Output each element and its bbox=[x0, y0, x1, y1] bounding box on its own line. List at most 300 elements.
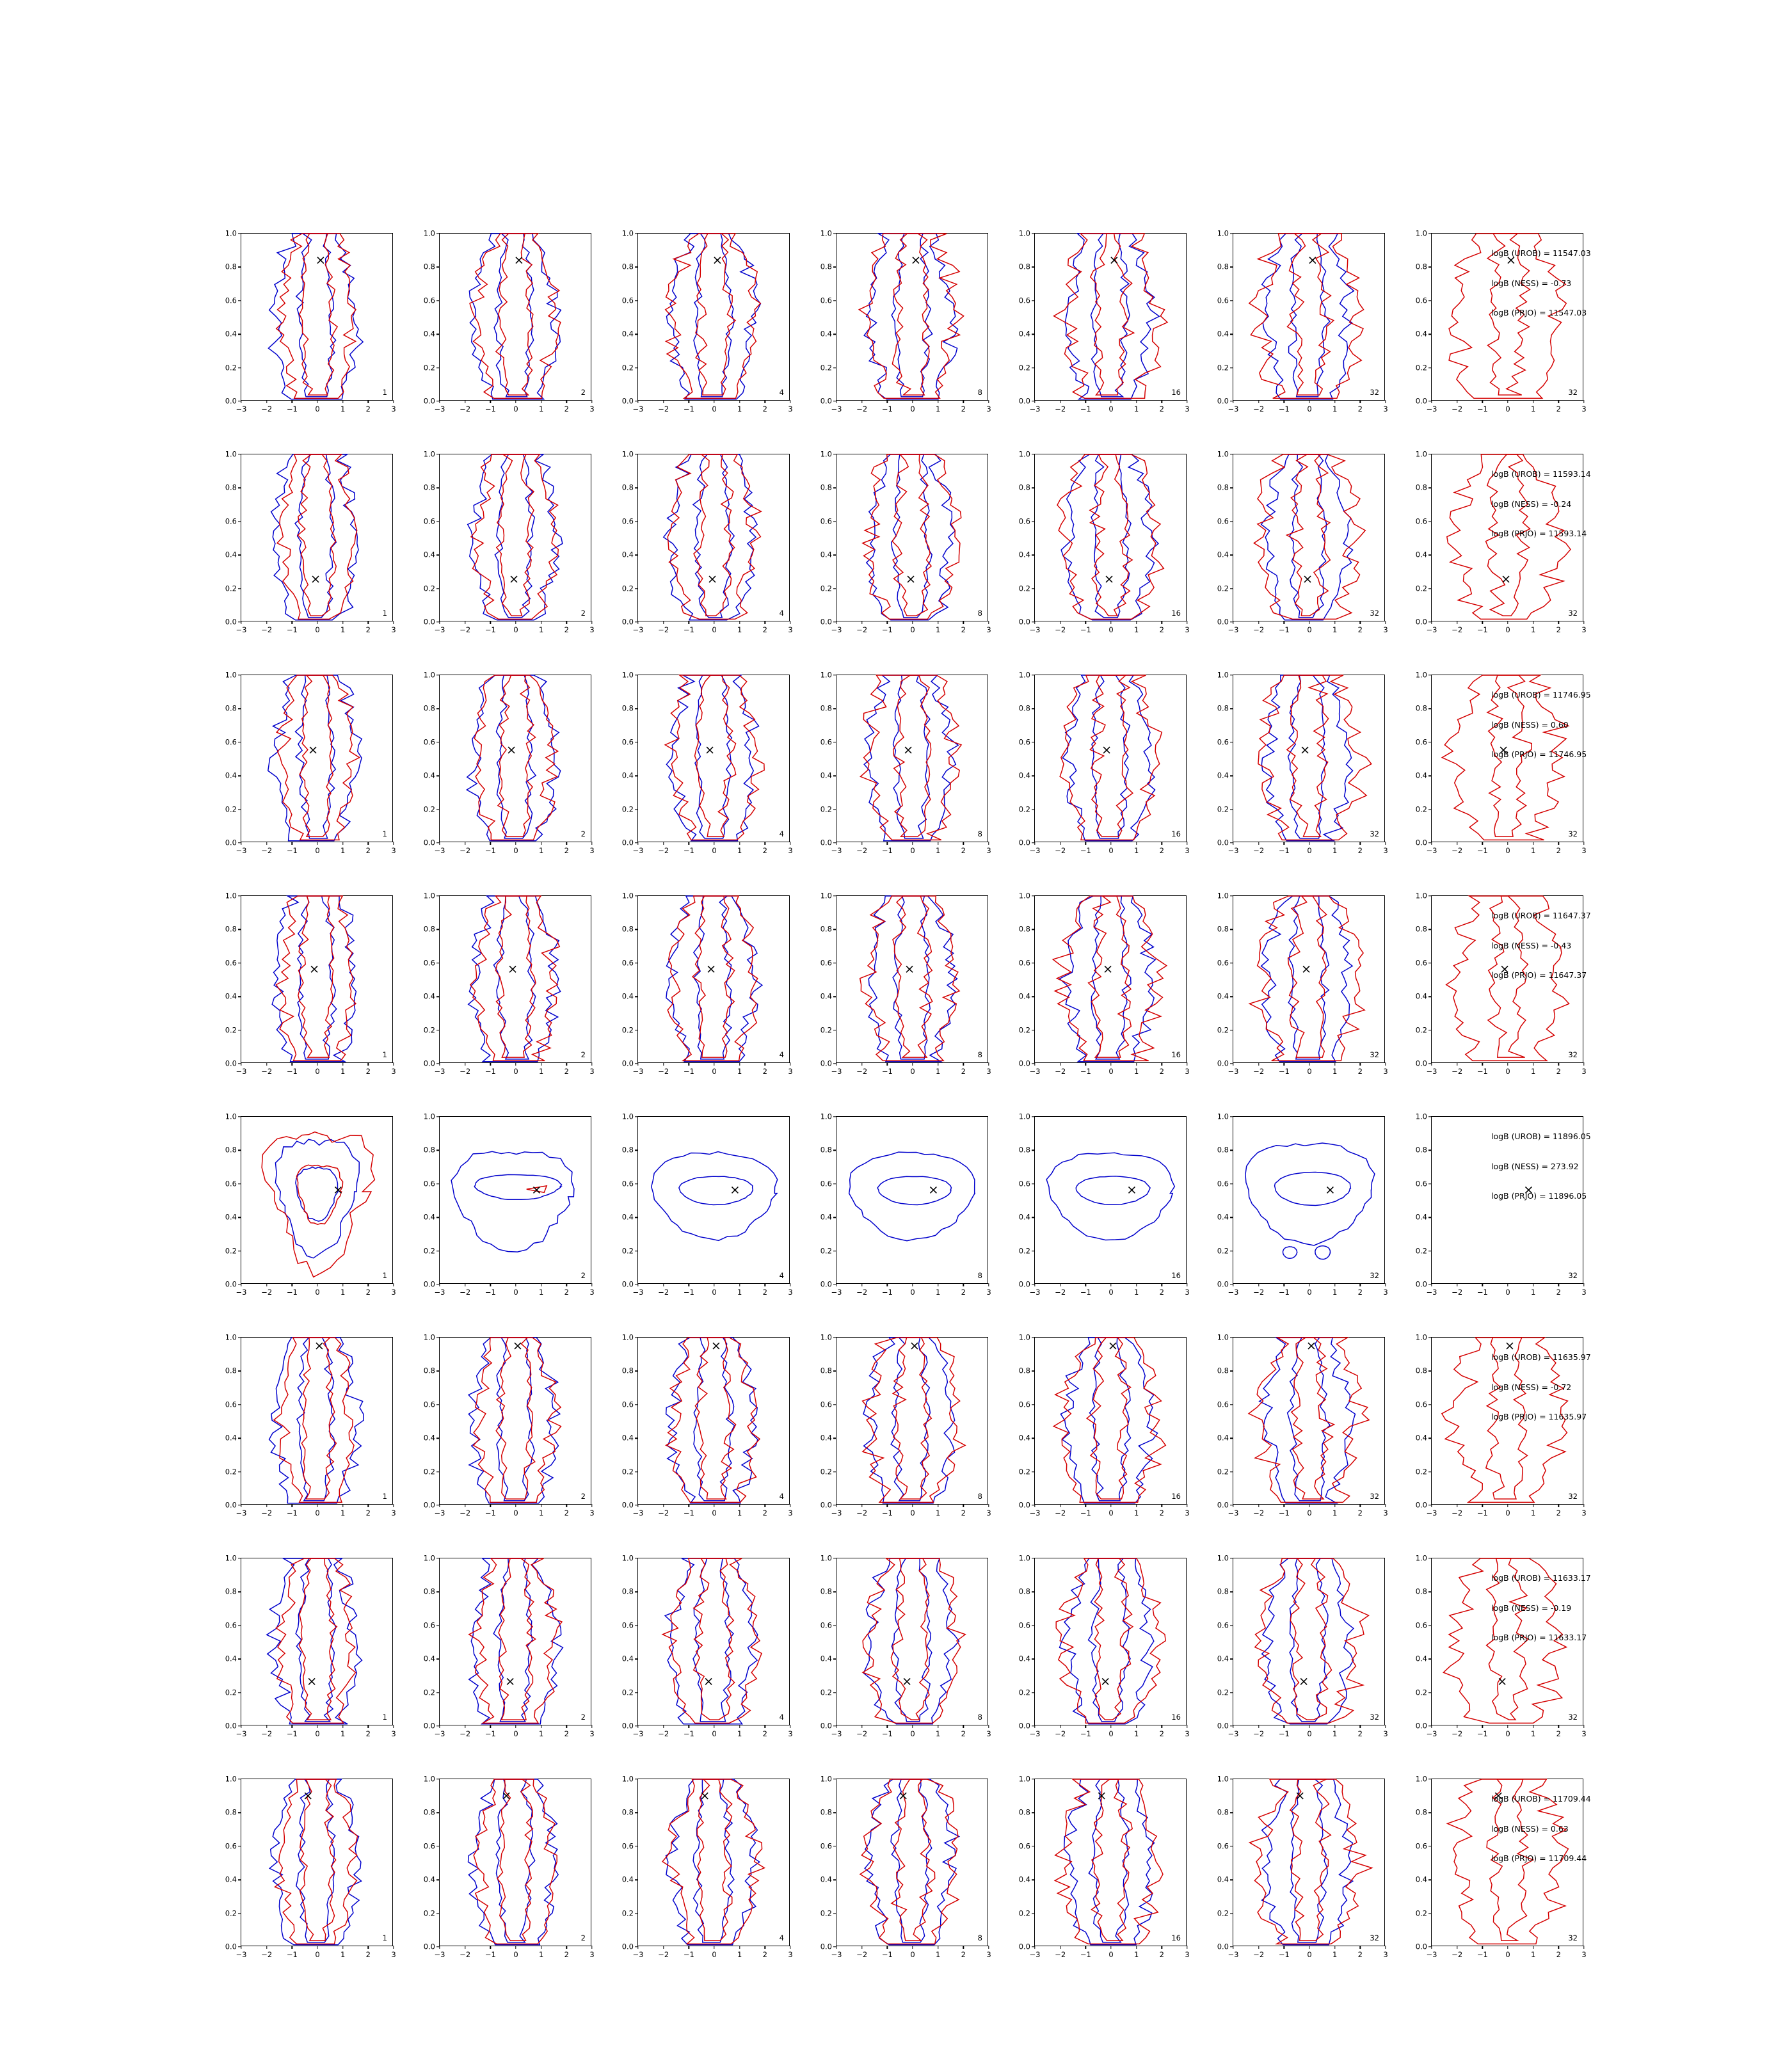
x-tick-mark bbox=[988, 1725, 989, 1728]
x-tick-label: −3 bbox=[1228, 1729, 1239, 1738]
subplot-panel[interactable] bbox=[806, 1114, 998, 1306]
y-tick-label: 1.0 bbox=[1415, 891, 1427, 900]
subplot-panel[interactable] bbox=[806, 1334, 998, 1526]
x-tick-label: −2 bbox=[1452, 1729, 1463, 1738]
subplot-panel[interactable] bbox=[806, 451, 998, 643]
legend-text: logB (UROB) = 11746.95 bbox=[1491, 690, 1591, 700]
x-tick-mark bbox=[1558, 1283, 1559, 1286]
x-tick-label: −2 bbox=[1452, 1067, 1463, 1076]
red-contour-outer bbox=[276, 1558, 355, 1723]
x-tick-label: 2 bbox=[1357, 1067, 1363, 1076]
y-tick-label: 0.2 bbox=[225, 804, 237, 813]
panel-count-label: 2 bbox=[580, 1491, 586, 1501]
plot-area[interactable] bbox=[225, 228, 396, 413]
x-tick-label: 1 bbox=[737, 1950, 742, 1959]
subplot-panel[interactable] bbox=[1005, 1555, 1197, 1747]
x-tick-label: 0 bbox=[315, 1288, 320, 1297]
y-tick-label: 0.2 bbox=[423, 583, 435, 593]
x-tick-mark bbox=[490, 1062, 491, 1066]
true-value-marker bbox=[516, 257, 522, 264]
legend-text: logB (UROB) = 11593.14 bbox=[1491, 469, 1591, 479]
x-tick-mark bbox=[490, 1946, 491, 1949]
x-tick-label: 2 bbox=[1159, 1729, 1164, 1738]
contour-canvas bbox=[836, 1117, 988, 1283]
red-contour-outer bbox=[1057, 454, 1164, 619]
plot-area[interactable] bbox=[621, 1112, 793, 1297]
subplot-panel[interactable] bbox=[806, 230, 998, 422]
x-tick-mark bbox=[490, 400, 491, 403]
x-tick-mark bbox=[266, 1283, 267, 1286]
x-tick-mark bbox=[663, 1504, 664, 1507]
x-tick-label: −3 bbox=[434, 1729, 445, 1738]
x-tick-mark bbox=[393, 842, 394, 845]
x-tick-label: 3 bbox=[589, 625, 595, 634]
y-tick-label: 0.0 bbox=[1217, 1059, 1229, 1068]
subplot-panel[interactable] bbox=[211, 1776, 403, 1968]
y-tick-label: 0.2 bbox=[1415, 804, 1427, 813]
panel-count-label: 32 bbox=[1568, 1933, 1578, 1942]
x-tick-mark bbox=[1385, 842, 1386, 845]
x-tick-label: 2 bbox=[961, 1729, 966, 1738]
subplot-panel[interactable] bbox=[410, 1776, 602, 1968]
blue-contour-outer bbox=[1059, 896, 1155, 1062]
x-tick-mark bbox=[490, 1725, 491, 1728]
y-tick-label: 1.0 bbox=[1018, 670, 1030, 680]
subplot-panel[interactable] bbox=[1203, 893, 1395, 1085]
plot-area[interactable] bbox=[423, 1774, 595, 1959]
y-tick-label: 0.4 bbox=[621, 771, 634, 780]
blue-contour-outer bbox=[1262, 234, 1354, 399]
y-tick-label: 0.2 bbox=[1415, 362, 1427, 372]
y-tick-label: 0.2 bbox=[1415, 1025, 1427, 1034]
x-tick-label: 0 bbox=[513, 1508, 518, 1517]
x-tick-mark bbox=[1360, 842, 1361, 845]
plot-area[interactable] bbox=[423, 1332, 595, 1517]
y-tick-label: 1.0 bbox=[621, 891, 634, 900]
subplot-panel[interactable] bbox=[1005, 1334, 1197, 1526]
x-tick-label: −1 bbox=[1476, 625, 1488, 634]
x-tick-label: 0 bbox=[513, 846, 518, 855]
plot-area[interactable] bbox=[423, 228, 595, 413]
x-tick-mark bbox=[739, 1725, 740, 1728]
y-tick-label: 0.8 bbox=[820, 1145, 832, 1155]
y-tick-label: 0.2 bbox=[820, 1245, 832, 1255]
x-tick-mark bbox=[566, 621, 567, 624]
subplot-panel[interactable] bbox=[410, 1555, 602, 1747]
plot-area[interactable] bbox=[225, 1774, 396, 1959]
y-tick-label: 0.6 bbox=[1415, 296, 1427, 305]
x-tick-label: −2 bbox=[261, 846, 273, 855]
x-tick-label: 1 bbox=[1133, 404, 1139, 413]
x-tick-label: 2 bbox=[564, 1950, 569, 1959]
red-contour-inner bbox=[1092, 1779, 1133, 1940]
y-tick-label: 0.8 bbox=[1018, 924, 1030, 934]
x-tick-mark bbox=[887, 1946, 888, 1949]
x-tick-label: −2 bbox=[1055, 1729, 1066, 1738]
subplot-panel[interactable] bbox=[410, 1334, 602, 1526]
x-tick-label: 0 bbox=[513, 1288, 518, 1297]
subplot-panel[interactable] bbox=[1005, 230, 1197, 422]
x-tick-label: −3 bbox=[632, 846, 644, 855]
subplot-panel[interactable] bbox=[410, 672, 602, 864]
x-tick-label: −3 bbox=[831, 404, 842, 413]
plot-area[interactable] bbox=[423, 670, 595, 855]
x-tick-label: −2 bbox=[856, 1729, 868, 1738]
y-tick-label: 0.2 bbox=[621, 583, 634, 593]
subplot-panel[interactable] bbox=[410, 893, 602, 1085]
legend-text: logB (NESS) = -0.43 bbox=[1491, 940, 1572, 950]
subplot-panel[interactable] bbox=[608, 1555, 800, 1747]
x-tick-label: −2 bbox=[658, 1729, 669, 1738]
y-tick-label: 0.2 bbox=[1018, 362, 1030, 372]
subplot-panel[interactable] bbox=[1005, 451, 1197, 643]
blue-contour-outer bbox=[1046, 1153, 1174, 1240]
x-tick-label: −1 bbox=[1278, 1067, 1290, 1076]
y-tick-label: 0.0 bbox=[423, 838, 435, 847]
x-tick-label: 3 bbox=[986, 1729, 991, 1738]
x-tick-label: −2 bbox=[261, 1067, 273, 1076]
subplot-panel[interactable] bbox=[1203, 230, 1395, 422]
true-value-marker bbox=[310, 747, 316, 753]
subplot-panel[interactable] bbox=[1203, 1334, 1395, 1526]
plot-area[interactable] bbox=[820, 891, 991, 1076]
red-contour-inner bbox=[497, 1779, 532, 1940]
subplot-panel[interactable] bbox=[1203, 1114, 1395, 1306]
subplot-panel[interactable] bbox=[608, 451, 800, 643]
plot-area[interactable] bbox=[225, 670, 396, 855]
x-tick-label: 1 bbox=[340, 625, 346, 634]
red-contour-outer bbox=[860, 675, 961, 840]
y-tick-label: 0.2 bbox=[1217, 1466, 1229, 1476]
red-contour-outer bbox=[859, 234, 963, 398]
x-tick-label: 0 bbox=[1307, 1729, 1312, 1738]
x-tick-label: 3 bbox=[1581, 404, 1587, 413]
panel-legend bbox=[1491, 1354, 1760, 1443]
x-tick-label: −1 bbox=[286, 1288, 298, 1297]
x-tick-label: 1 bbox=[538, 846, 544, 855]
y-tick-label: 0.2 bbox=[1217, 1245, 1229, 1255]
plot-area[interactable] bbox=[1217, 449, 1388, 634]
plot-area[interactable] bbox=[423, 891, 595, 1076]
blue-contour-outer bbox=[451, 1151, 574, 1252]
y-tick-label: 1.0 bbox=[225, 1553, 237, 1563]
y-tick-label: 0.4 bbox=[621, 1212, 634, 1222]
y-tick-label: 0.4 bbox=[1217, 1433, 1229, 1443]
plot-area[interactable] bbox=[1217, 1553, 1388, 1738]
x-tick-mark bbox=[266, 842, 267, 845]
legend-text: logB (NESS) = -0.24 bbox=[1491, 499, 1572, 509]
y-tick-label: 0.0 bbox=[621, 1500, 634, 1510]
x-tick-label: 3 bbox=[391, 1067, 396, 1076]
x-tick-label: 3 bbox=[1383, 625, 1388, 634]
x-tick-mark bbox=[963, 1504, 964, 1507]
y-tick-label: 0.4 bbox=[1018, 771, 1030, 780]
red-contour-outer bbox=[1249, 896, 1364, 1060]
panel-count-label: 2 bbox=[580, 608, 586, 618]
y-tick-label: 0.6 bbox=[1018, 516, 1030, 526]
x-tick-mark bbox=[1431, 1283, 1432, 1286]
x-tick-label: 2 bbox=[762, 1950, 767, 1959]
y-tick-label: 1.0 bbox=[1217, 891, 1229, 900]
x-tick-label: 2 bbox=[1556, 846, 1561, 855]
x-tick-mark bbox=[1385, 1283, 1386, 1286]
plot-area[interactable] bbox=[820, 228, 991, 413]
y-tick-label: 0.0 bbox=[820, 396, 832, 406]
plot-area[interactable] bbox=[1018, 1553, 1190, 1738]
panel-count-label: 1 bbox=[382, 829, 387, 838]
x-tick-mark bbox=[439, 1725, 440, 1728]
x-tick-label: 1 bbox=[340, 404, 346, 413]
x-tick-label: 1 bbox=[1133, 1067, 1139, 1076]
x-tick-label: 3 bbox=[1581, 625, 1587, 634]
plot-area[interactable] bbox=[423, 1112, 595, 1297]
plot-area[interactable] bbox=[1018, 228, 1190, 413]
y-tick-label: 0.0 bbox=[225, 1942, 237, 1951]
x-tick-mark bbox=[663, 621, 664, 624]
plot-area[interactable] bbox=[621, 891, 793, 1076]
subplot-panel[interactable] bbox=[211, 672, 403, 864]
x-tick-label: −3 bbox=[1228, 1288, 1239, 1297]
y-tick-label: 0.0 bbox=[1217, 1721, 1229, 1731]
y-tick-label: 1.0 bbox=[1217, 449, 1229, 459]
red-contour-outer bbox=[274, 1338, 354, 1502]
true-value-marker bbox=[317, 257, 324, 264]
subplot-panel[interactable] bbox=[608, 230, 800, 422]
subplot-panel[interactable] bbox=[806, 1555, 998, 1747]
subplot-panel[interactable] bbox=[1203, 1776, 1395, 1968]
y-tick-label: 0.4 bbox=[1217, 550, 1229, 559]
plot-area[interactable] bbox=[621, 228, 793, 413]
subplot-panel[interactable] bbox=[806, 1776, 998, 1968]
subplot-panel[interactable] bbox=[410, 451, 602, 643]
subplot-panel[interactable] bbox=[1203, 1555, 1395, 1747]
x-tick-mark bbox=[368, 621, 369, 624]
x-tick-label: 1 bbox=[737, 404, 742, 413]
x-tick-mark bbox=[393, 1283, 394, 1286]
x-tick-label: 1 bbox=[935, 1067, 941, 1076]
x-tick-label: −3 bbox=[632, 1288, 644, 1297]
subplot-panel[interactable] bbox=[608, 893, 800, 1085]
x-tick-label: −3 bbox=[1228, 1067, 1239, 1076]
subplot-panel[interactable] bbox=[211, 1114, 403, 1306]
x-tick-label: −1 bbox=[881, 846, 893, 855]
true-value-marker bbox=[701, 1793, 708, 1799]
plot-area[interactable] bbox=[1217, 228, 1388, 413]
subplot-panel[interactable] bbox=[1203, 451, 1395, 643]
blue-contour-inner bbox=[695, 675, 732, 838]
y-tick-label: 0.2 bbox=[423, 1466, 435, 1476]
plot-area[interactable] bbox=[225, 1553, 396, 1738]
panel-count-label: 1 bbox=[382, 1270, 387, 1280]
panel-count-label: 32 bbox=[1370, 1712, 1379, 1722]
x-tick-mark bbox=[1558, 621, 1559, 624]
plot-area[interactable] bbox=[820, 1553, 991, 1738]
contour-canvas bbox=[440, 1558, 591, 1725]
plot-area[interactable] bbox=[225, 1332, 396, 1517]
subplot-panel[interactable] bbox=[1005, 1114, 1197, 1306]
plot-area[interactable] bbox=[1018, 891, 1190, 1076]
blue-contour-outer bbox=[666, 675, 758, 841]
x-tick-label: −3 bbox=[1029, 404, 1041, 413]
blue-contour-inner bbox=[1290, 1779, 1327, 1942]
panel-count-label: 1 bbox=[382, 1933, 387, 1942]
subplot-panel[interactable] bbox=[211, 451, 403, 643]
x-tick-mark bbox=[439, 1062, 440, 1066]
x-tick-label: 0 bbox=[513, 625, 518, 634]
contour-canvas bbox=[638, 1117, 789, 1283]
x-tick-label: −2 bbox=[460, 846, 471, 855]
x-tick-label: 3 bbox=[1581, 1508, 1587, 1517]
plot-area[interactable] bbox=[621, 1774, 793, 1959]
x-tick-mark bbox=[266, 1062, 267, 1066]
subplot-panel[interactable] bbox=[211, 1555, 403, 1747]
x-tick-mark bbox=[1583, 1946, 1584, 1949]
x-tick-label: 3 bbox=[1383, 1288, 1388, 1297]
plot-area[interactable] bbox=[820, 1332, 991, 1517]
x-tick-mark bbox=[566, 1062, 567, 1066]
x-tick-mark bbox=[566, 842, 567, 845]
x-tick-label: 0 bbox=[1505, 846, 1510, 855]
plot-area[interactable] bbox=[621, 449, 793, 634]
contour-canvas bbox=[241, 1338, 392, 1504]
x-tick-mark bbox=[393, 621, 394, 624]
y-tick-label: 0.2 bbox=[621, 1466, 634, 1476]
y-tick-label: 0.0 bbox=[1415, 396, 1427, 406]
x-tick-label: 3 bbox=[986, 404, 991, 413]
red-contour-outer bbox=[276, 896, 356, 1060]
x-tick-label: −1 bbox=[683, 846, 694, 855]
true-value-marker bbox=[904, 1678, 910, 1684]
x-tick-mark bbox=[1258, 1725, 1259, 1728]
subplot-panel[interactable] bbox=[1005, 893, 1197, 1085]
plot-area[interactable] bbox=[423, 449, 595, 634]
plot-area[interactable] bbox=[225, 891, 396, 1076]
subplot-panel[interactable] bbox=[1005, 1776, 1197, 1968]
subplot-panel[interactable] bbox=[1005, 672, 1197, 864]
x-tick-label: 3 bbox=[986, 1288, 991, 1297]
subplot-panel[interactable] bbox=[608, 1334, 800, 1526]
plot-area[interactable] bbox=[621, 1553, 793, 1738]
true-value-marker bbox=[312, 576, 319, 582]
y-tick-label: 0.2 bbox=[225, 362, 237, 372]
plot-area[interactable] bbox=[1217, 891, 1388, 1076]
subplot-panel[interactable] bbox=[211, 1334, 403, 1526]
panel-legend bbox=[1491, 470, 1760, 560]
x-tick-mark bbox=[1507, 400, 1508, 403]
x-tick-label: −1 bbox=[1476, 1950, 1488, 1959]
plot-area[interactable] bbox=[1018, 1774, 1190, 1959]
y-tick-label: 0.8 bbox=[1217, 924, 1229, 934]
x-tick-label: 3 bbox=[986, 1508, 991, 1517]
y-tick-label: 0.8 bbox=[423, 924, 435, 934]
x-tick-label: 2 bbox=[762, 846, 767, 855]
x-tick-label: −3 bbox=[1228, 1508, 1239, 1517]
panel-count-label: 8 bbox=[977, 829, 982, 838]
plot-area[interactable] bbox=[423, 1553, 595, 1738]
x-tick-label: −2 bbox=[460, 625, 471, 634]
x-tick-label: 3 bbox=[1383, 1508, 1388, 1517]
x-tick-label: 2 bbox=[1159, 625, 1164, 634]
x-tick-mark bbox=[342, 1504, 343, 1507]
x-tick-label: −1 bbox=[881, 625, 893, 634]
x-tick-label: 1 bbox=[1530, 1508, 1536, 1517]
y-tick-label: 0.4 bbox=[1018, 991, 1030, 1001]
plot-area[interactable] bbox=[1217, 1112, 1388, 1297]
panel-count-label: 32 bbox=[1568, 1270, 1578, 1280]
plot-area[interactable] bbox=[225, 449, 396, 634]
subplot-panel[interactable] bbox=[608, 1114, 800, 1306]
subplot-panel[interactable] bbox=[608, 1776, 800, 1968]
blue-contour-outer bbox=[1062, 675, 1155, 841]
x-tick-label: −1 bbox=[1278, 846, 1290, 855]
y-tick-label: 0.0 bbox=[820, 1721, 832, 1731]
plot-area[interactable] bbox=[1018, 1332, 1190, 1517]
plot-area[interactable] bbox=[1217, 670, 1388, 855]
subplot-panel[interactable] bbox=[410, 1114, 602, 1306]
x-tick-label: −1 bbox=[484, 1729, 496, 1738]
subplot-panel[interactable] bbox=[211, 893, 403, 1085]
y-tick-label: 0.2 bbox=[225, 1466, 237, 1476]
plot-area[interactable] bbox=[820, 670, 991, 855]
subplot-panel[interactable] bbox=[608, 672, 800, 864]
subplot-panel[interactable] bbox=[1203, 672, 1395, 864]
x-tick-label: −2 bbox=[1055, 846, 1066, 855]
x-tick-mark bbox=[988, 621, 989, 624]
x-tick-label: −2 bbox=[1452, 1288, 1463, 1297]
true-value-marker bbox=[1300, 1678, 1307, 1684]
subplot-panel[interactable] bbox=[410, 230, 602, 422]
y-tick-label: 0.6 bbox=[225, 1841, 237, 1851]
subplot-panel[interactable] bbox=[806, 672, 998, 864]
plot-area[interactable] bbox=[1018, 670, 1190, 855]
x-tick-label: −2 bbox=[1055, 1508, 1066, 1517]
x-tick-mark bbox=[1431, 842, 1432, 845]
plot-area[interactable] bbox=[1018, 449, 1190, 634]
plot-area[interactable] bbox=[621, 1332, 793, 1517]
plot-area[interactable] bbox=[1217, 1332, 1388, 1517]
red-contour-outer bbox=[275, 1779, 357, 1944]
subplot-panel[interactable] bbox=[211, 230, 403, 422]
blue-contour-outer bbox=[666, 1779, 760, 1945]
plot-area[interactable] bbox=[1217, 1774, 1388, 1959]
true-value-marker bbox=[707, 747, 713, 753]
contour-canvas bbox=[638, 1779, 789, 1946]
y-tick-label: 0.2 bbox=[423, 804, 435, 813]
plot-area[interactable] bbox=[820, 449, 991, 634]
y-tick-label: 1.0 bbox=[423, 449, 435, 459]
x-tick-label: −3 bbox=[434, 1950, 445, 1959]
plot-area[interactable] bbox=[820, 1112, 991, 1297]
x-tick-label: 0 bbox=[315, 846, 320, 855]
blue-contour-outer bbox=[275, 1139, 359, 1258]
x-tick-label: 2 bbox=[564, 1288, 569, 1297]
x-tick-mark bbox=[1334, 400, 1335, 403]
plot-area[interactable] bbox=[1018, 1112, 1190, 1297]
plot-area[interactable] bbox=[621, 670, 793, 855]
y-tick-label: 0.8 bbox=[820, 1587, 832, 1596]
y-tick-label: 0.6 bbox=[1217, 737, 1229, 747]
panel-count-label: 1 bbox=[382, 608, 387, 618]
plot-area[interactable] bbox=[820, 1774, 991, 1959]
x-tick-mark bbox=[515, 842, 516, 845]
subplot-panel[interactable] bbox=[806, 893, 998, 1085]
x-tick-label: −3 bbox=[236, 404, 247, 413]
x-tick-mark bbox=[637, 1725, 638, 1728]
plot-area[interactable] bbox=[225, 1112, 396, 1297]
legend-text: logB (NESS) = 273.92 bbox=[1491, 1161, 1579, 1171]
y-tick-label: 0.0 bbox=[1018, 1721, 1030, 1731]
x-tick-mark bbox=[887, 400, 888, 403]
